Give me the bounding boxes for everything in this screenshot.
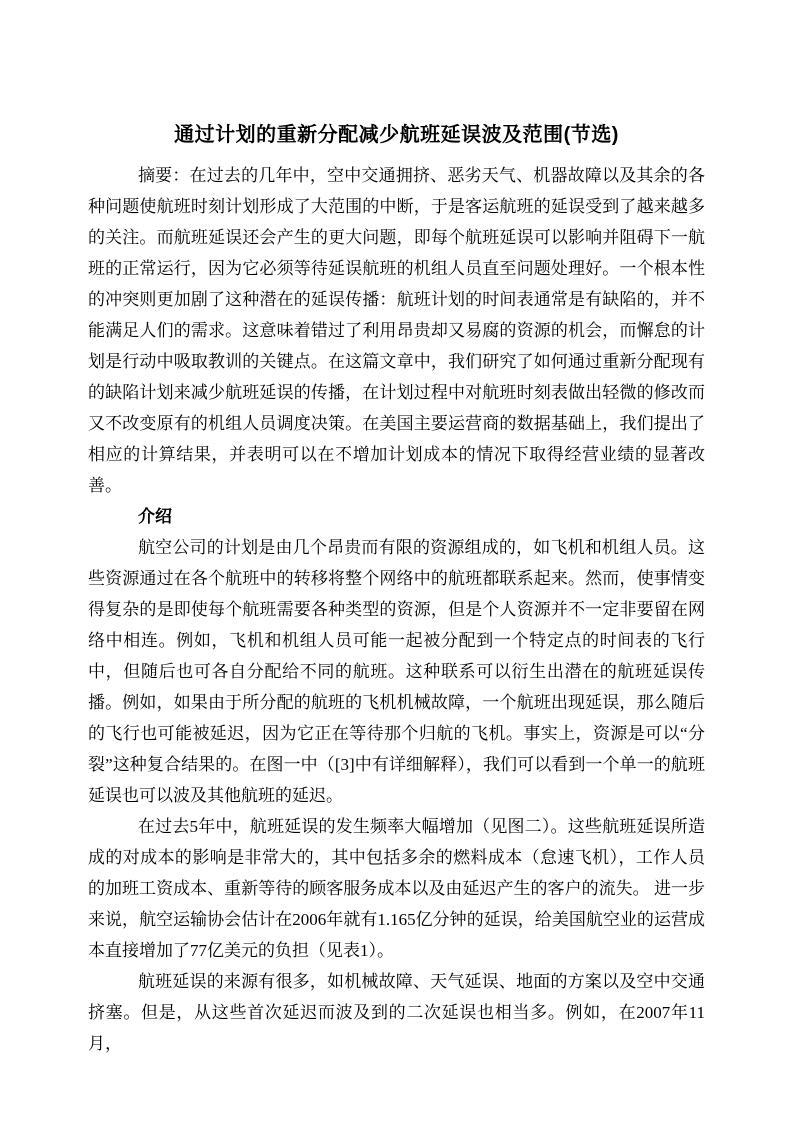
abstract-paragraph: 摘要：在过去的几年中，空中交通拥挤、恶劣天气、机器故障以及其余的各种问题使航班时刻计划形成了大范围的中断，于是客运航班的延误受到了越来越多的关注。而航班延误还会产生的更大问题，即每个航班延误可以影响并阻碍下一航班的正常运行，因为它必须等待延误航班的机组人员直至问题处理好。一个根本性的冲突则更加剧了这种潜在的延误传播：航班计划的时间表通常是有缺陷的，并不能满足人们的需求。这意味着错过了利用昂贵却又易腐的资源的机会，而懈怠的计划是行动中吸取教训的关键点。在这篇文章中，我们研究了如何通过重新分配现有的缺陷计划来减少航班延误的传播，在计划过程中对航班时刻表做出轻微的修改而又不改变原有的机组人员调度决策。在美国主要运营商的数据基础上，我们提出了相应的计算结果，并表明可以在不增加计划成本的情况下取得经营业绩的显著改善。	[88, 166, 705, 495]
introduction-paragraph-3: 航班延误的来源有很多，如机械故障、天气延误、地面的方案以及空中交通挤塞。但是，从这些首次延迟而波及到的二次延误也相当多。例如，在2007年11月，	[88, 972, 705, 1053]
document-content	[88, 0, 705, 1059]
introduction-paragraph-1: 航空公司的计划是由几个昂贵而有限的资源组成的，如飞机和机组人员。这些资源通过在各个航班中的转移将整个网络中的航班都联系起来。然而，使事情变得复杂的是即使每个航班需要各种类型的资源，但是个人资源并不一定非要留在网络中相连。例如，飞机和机组人员可能一起被分配到一个特定点的时间表的飞行中，但随后也可各自分配给不同的航班。这种联系可以衍生出潜在的航班延误传播。例如，如果由于所分配的航班的飞机机械故障，一个航班出现延误，那么随后的飞行也可能被延迟，因为它正在等待那个归航的飞机。事实上，资源是可以“分裂”这种复合结果的。在图一中（[3]中有详细解释），我们可以看到一个单一的航班延误也可以波及其他航班的延迟。	[88, 538, 705, 805]
document-body	[88, 160, 705, 1059]
section-heading-introduction: 介绍	[138, 507, 172, 526]
introduction-paragraph-2: 在过去5年中，航班延误的发生频率大幅增加（见图二）。这些航班延误所造成的对成本的影响是非常大的，其中包括多余的燃料成本（怠速飞机），工作人员的加班工资成本、重新等待的顾客服务成本以及由延迟产生的客户的流失。 进一步来说，航空运输协会估计在2006年就有1.165亿分钟的延误，给美国航空业的运营成本直接增加了77亿美元的负担（见表1）。	[88, 817, 705, 960]
document-title: 通过计划的重新分配减少航班延误波及范围(节选)	[174, 124, 619, 146]
